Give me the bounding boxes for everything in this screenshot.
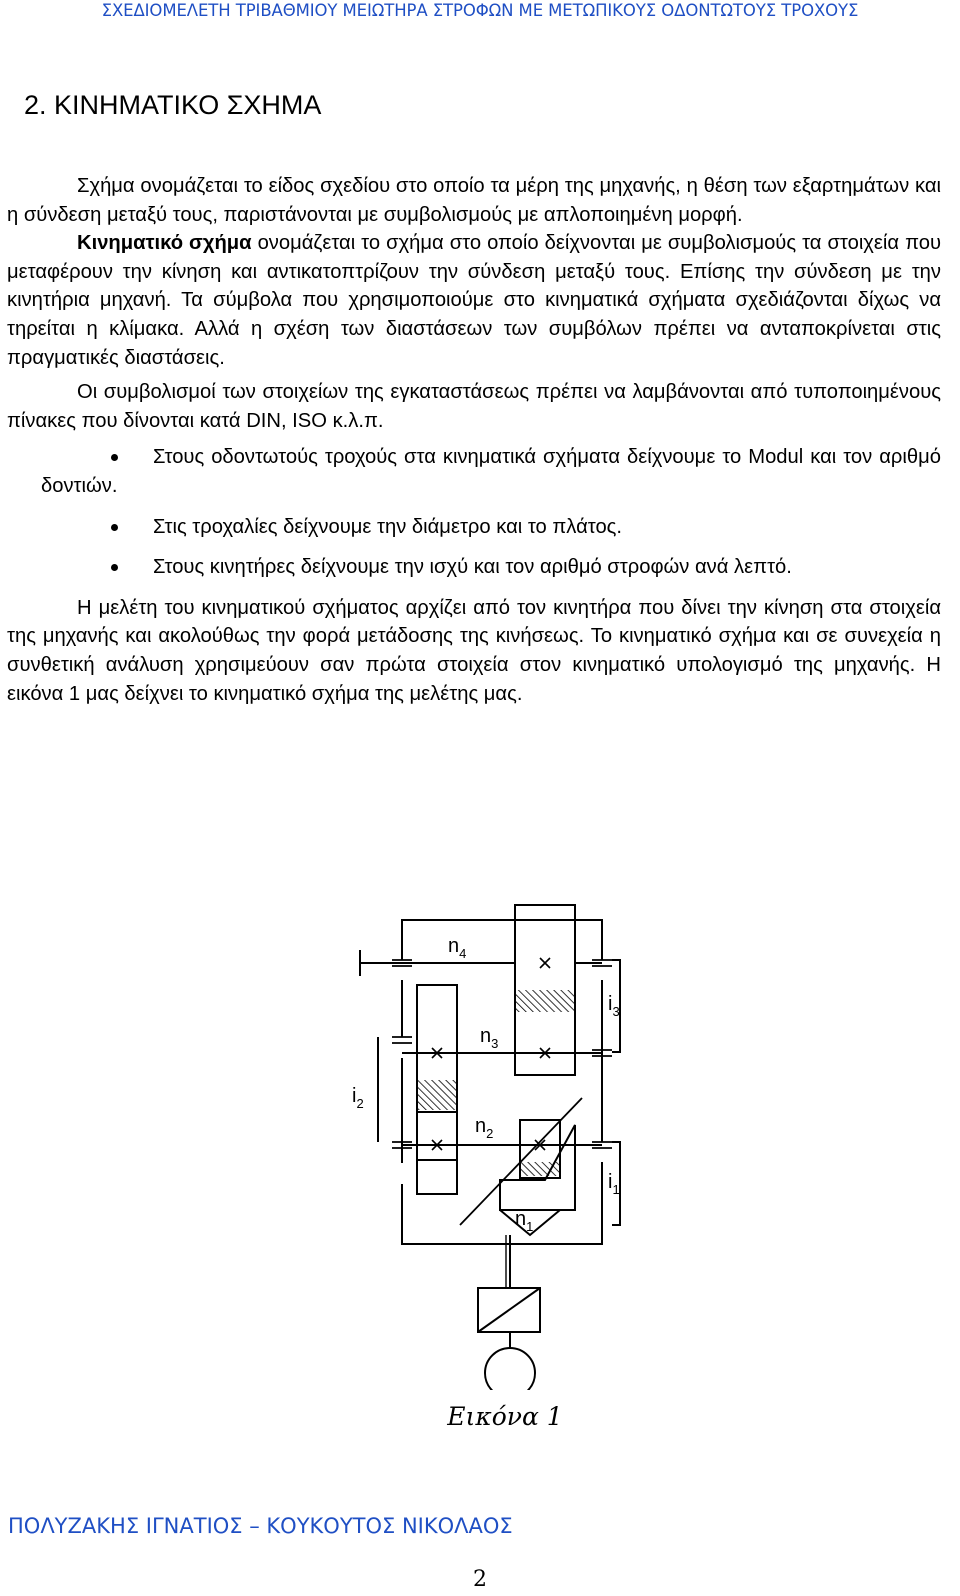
label-n2: n xyxy=(475,1115,487,1137)
list-item-text: Στους κινητήρες δείχνουμε την ισχύ και τον αριθμό στροφών ανά λεπτό. xyxy=(153,556,792,579)
list-item-text: Στις τροχαλίες δείχνουμε την διάμετρο και το πλάτος. xyxy=(153,515,623,538)
list-item xyxy=(7,443,941,500)
page-number: 2 xyxy=(473,1567,487,1592)
body-text xyxy=(7,172,941,708)
paragraph-standards: Οι συμβολισμοί των στοιχείων της εγκαταστάσεως πρέπει να λαμβάνονται από τυποποιημένους πίνακες που δίνονται κατά DIN, ISO κ.λ.π. xyxy=(7,381,941,432)
label-n4: n xyxy=(448,935,460,957)
label-n3: n xyxy=(480,1025,492,1047)
gear-n3-large xyxy=(417,985,457,1160)
paragraph-study: Η μελέτη του κινηματικού σχήματος αρχίζει από τον κινητήρα που δίνει την κίνηση στα στοιχεία της μηχανής και ακολούθως την φορά μετάδοσης της κινήσεως. Το κινηματικό σχήμα και σε συνεχεία η συνθετική ανάλυση χρησιμεύουν σαν πρώτα στοιχεία στον κινηματικό υπολογισμό της μηχανής. Η εικόνα 1 μας δείχνει το κινηματικό σχήμα της μελέτης μας. xyxy=(7,596,941,705)
tooth-zone xyxy=(417,1080,457,1110)
tooth-zone xyxy=(520,1162,560,1176)
footer-authors: ΠΟΛΥΖΑΚΗΣ ΙΓΝΑΤΙΟΣ – ΚΟΥΚΟΥΤΟΣ ΝΙΚΟΛΑΟΣ xyxy=(8,1514,513,1538)
running-header: ΣΧΕΔΙΟΜΕΛΕΤΗ ΤΡΙΒΑΘΜΙΟΥ ΜΕΙΩΤΗΡΑ ΣΤΡΟΦΩΝ ΜΕ ΜΕΤΩΠΙΚΟΥΣ ΟΔΟΝΤΩΤΟΥΣ ΤΡΟΧΟΥΣ xyxy=(101,1,859,20)
kinematic-definition-text: ονομάζεται το σχήμα στο οποίο δείχνονται με συμβολισμούς τα στοιχεία που μεταφέρουν την κίνηση και αντικατοπτρίζουν την σύνδεση μεταξύ τους. Επίσης την σύνδεση με την κινητήρια μηχανή. Τα σύμβολα που χρησιμοποιούμε στο κινηματικά σχήματα σχεδιάζονται δίχως να τηρείται η κλίμακα. Αλλά η σχέση των διαστάσεων των συμβόλων πρέπει να ανταποκρίνεται στις πραγματικές διαστάσεις. xyxy=(7,232,941,369)
list-item xyxy=(7,553,941,582)
housing-frame xyxy=(402,920,602,960)
kinematic-term: Κινηματικό σχήμα xyxy=(77,232,252,255)
svg-text:i1 xyxy=(608,1171,620,1197)
figure-caption: Εικόνα 1 xyxy=(447,1402,563,1431)
bullet-list xyxy=(7,443,941,581)
kinematic-diagram xyxy=(330,880,650,1390)
svg-text:i2 xyxy=(352,1085,364,1111)
paragraph-kinematic-definition xyxy=(7,229,941,372)
label-i1-sub: 1 xyxy=(612,1182,620,1197)
label-n1: n xyxy=(515,1208,527,1230)
motor xyxy=(485,1348,535,1390)
gear-n2-pinion xyxy=(417,1112,457,1194)
cross-icon xyxy=(540,958,550,968)
label-n4-sub: 4 xyxy=(459,946,467,961)
list-item xyxy=(7,513,941,542)
svg-text:n3 xyxy=(480,1025,498,1051)
label-n3-sub: 3 xyxy=(491,1036,499,1051)
bullet-icon xyxy=(111,564,118,571)
label-i3-sub: 3 xyxy=(612,1004,620,1019)
bullet-icon xyxy=(111,454,118,461)
coupling-diagonal xyxy=(478,1288,540,1332)
svg-text:n4 xyxy=(448,935,466,961)
label-n1-sub: 1 xyxy=(526,1219,534,1234)
svg-text:i3 xyxy=(608,993,620,1019)
housing-frame xyxy=(402,1162,602,1244)
bullet-icon xyxy=(111,524,118,531)
label-i3: i xyxy=(608,993,613,1015)
label-i2: i xyxy=(352,1085,357,1107)
paragraph-schema-definition: Σχήμα ονομάζεται το είδος σχεδίου στο οποίο τα μέρη της μηχανής, η θέση των εξαρτημάτων και η σύνδεση μεταξύ τους, παριστάνονται με συμβολισμούς με απλοποιημένη μορφή. xyxy=(7,175,941,226)
label-i1: i xyxy=(608,1171,613,1193)
label-n2-sub: 2 xyxy=(486,1126,494,1141)
tooth-zone xyxy=(515,990,575,1012)
section-heading: 2. ΚΙΝΗΜΑΤΙΚΟ ΣΧΗΜΑ xyxy=(24,90,322,120)
svg-text:n2 xyxy=(475,1115,493,1141)
label-i2-sub: 2 xyxy=(356,1096,364,1111)
list-item-text: Στους οδοντωτούς τροχούς στα κινηματικά σχήματα δείχνουμε το Modul και τον αριθμό δοντιών. xyxy=(41,446,941,497)
